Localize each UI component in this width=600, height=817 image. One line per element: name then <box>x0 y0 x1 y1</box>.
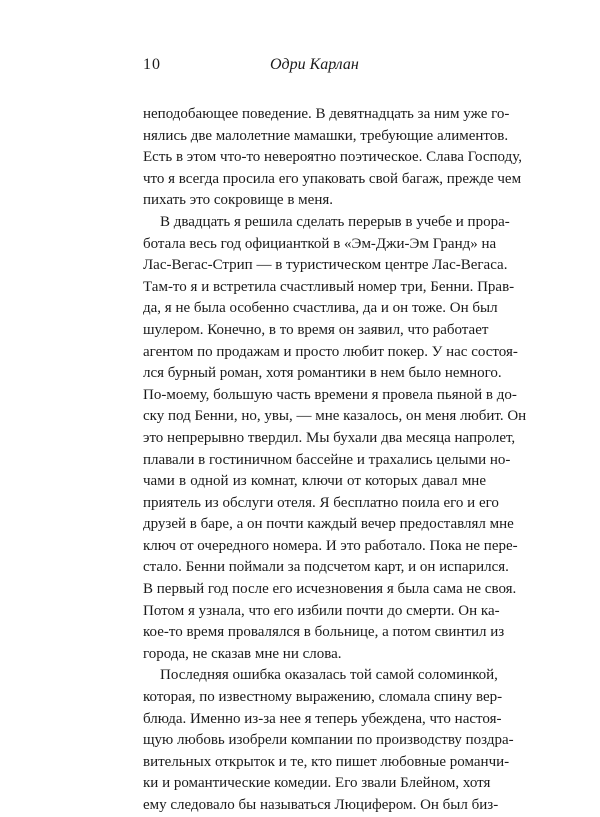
running-title: Одри Карлан <box>270 56 359 73</box>
text-line: что я всегда просила его упаковать свой багаж, прежде чем <box>143 170 522 187</box>
text-line: Есть в этом что-то невероятно поэтическое. Слава Господу, <box>143 149 522 166</box>
paragraph <box>143 212 527 665</box>
text-line: которая, по известному выражению, сломала спину вер- <box>143 689 503 706</box>
text-line: Там-то я и встретила счастливый номер три, Бенни. Прав- <box>143 278 515 295</box>
text-line: По-моему, большую часть времени я провела пьяной в до- <box>143 386 517 403</box>
paragraph <box>143 665 514 816</box>
text-line: приятель из обслуги отеля. Я бесплатно поила его и его <box>143 494 499 511</box>
page-number: 10 <box>143 56 161 73</box>
text-line: агентом по продажам и просто любит покер. У нас состоя- <box>143 343 518 360</box>
text-line: Потом я узнала, что его избили почти до смерти. Он ка- <box>143 602 500 619</box>
text-line: ему следовало бы называться Люцифером. Он был биз- <box>143 797 499 813</box>
text-line: блюда. Именно из-за нее я теперь убеждена, что настоя- <box>143 710 502 727</box>
text-line: ску под Бенни, но, увы, — мне казалось, он меня любит. Он <box>143 408 527 425</box>
text-line: В первый год после его исчезновения я была сама не своя. <box>143 581 517 598</box>
text-line: ботала весь год официанткой в «Эм-Джи-Эм Гранд» на <box>143 235 497 252</box>
text-line: ключ от очередного номера. И это работало. Пока не пере- <box>143 537 518 554</box>
text-line: плавали в гостиничном бассейне и трахались целыми но- <box>143 451 511 468</box>
text-line: шулером. Конечно, в то время он заявил, что работает <box>143 321 489 338</box>
text-line: В двадцать я решила сделать перерыв в учебе и прора- <box>160 213 510 230</box>
text-line: вительных открыток и те, кто пишет любовные романчи- <box>143 753 510 770</box>
text-line: да, я не была особенно счастлива, да и он тоже. Он был <box>143 300 498 317</box>
text-line: нялись две малолетние мамашки, требующие алиментов. <box>143 127 509 144</box>
text-line: пихать это сокровище в меня. <box>143 192 333 209</box>
text-line: стало. Бенни поймали за подсчетом карт, и он испарился. <box>143 559 509 576</box>
text-line: города, не сказав мне ни слова. <box>143 645 342 662</box>
text-line: Последняя ошибка оказалась той самой соломинкой, <box>160 667 498 684</box>
paragraph <box>143 104 522 212</box>
text-line: это непрерывно твердил. Мы бухали два месяца напролет, <box>143 429 516 446</box>
text-line: щую любовь изобрели компании по производству поздра- <box>143 732 514 749</box>
text-line: чами в одной из комнат, ключи от которых давал мне <box>143 473 486 490</box>
text-line: лся бурный роман, хотя романтики в нем было немного. <box>143 365 502 382</box>
body-text <box>143 104 527 817</box>
text-line: неподобающее поведение. В девятнадцать за ним уже го- <box>143 106 510 122</box>
text-line: ки и романтические комедии. Его звали Блейном, хотя <box>143 775 491 792</box>
text-line: Лас-Вегас-Стрип — в туристическом центре Лас-Вегаса. <box>143 257 508 274</box>
text-line: кое-то время провалялся в больнице, а потом свинтил из <box>143 624 505 641</box>
page-header <box>0 56 600 80</box>
text-line: друзей в баре, а он почти каждый вечер предоставлял мне <box>143 516 514 533</box>
